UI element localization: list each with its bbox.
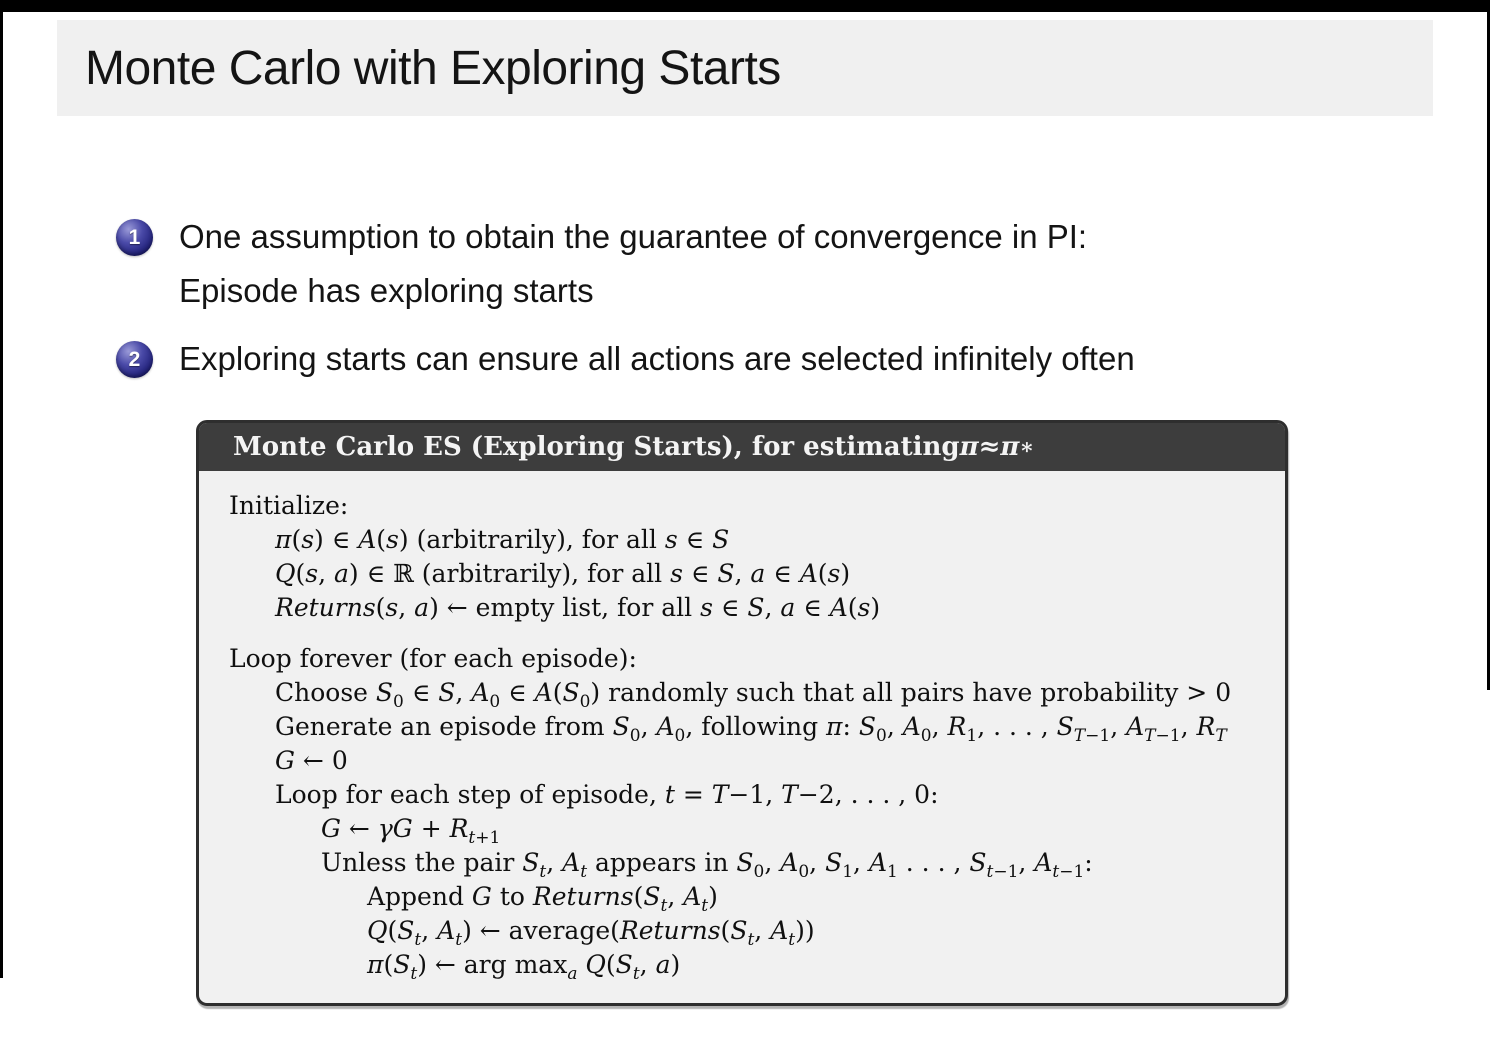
algorithm-line: Initialize:	[229, 491, 349, 520]
algorithm-line: Generate an episode from $S_0$, $A_0$, following π: $S_0$, $A_0$, $R_1$, . . . , $S_{T-1}$, $A_{T-1}$, $R_T$	[275, 712, 1227, 746]
algorithm-line: Loop forever (for each episode):	[229, 644, 637, 673]
algorithm-group	[229, 642, 1259, 982]
bullet-list	[116, 210, 1416, 400]
algorithm-line: Loop for each step of episode, t = T−1, T−2, . . . , 0:	[275, 780, 939, 809]
algorithm-line: G ← $\gamma G + R_{t+1}$	[321, 814, 501, 848]
bullet-number-badge: 2	[116, 341, 153, 378]
window-border-top	[0, 0, 1490, 12]
algorithm-line: Choose $S_0$ ∈ S, $A_0$ ∈ $A(S_0)$ randomly such that all pairs have probability > 0	[275, 678, 1232, 712]
bullet-item	[116, 332, 1416, 386]
algorithm-line: Returns(s, a) ← empty list, for all s ∈ S, a ∈ A(s)	[275, 593, 881, 622]
slide-title: Monte Carlo with Exploring Starts	[85, 41, 781, 95]
algorithm-line: Q(s, a) ∈ ℝ (arbitrarily), for all s ∈ S, a ∈ A(s)	[275, 559, 851, 588]
bullet-item	[116, 210, 1416, 318]
algorithm-group	[229, 489, 1259, 625]
algorithm-line: π(s) ∈ A(s) (arbitrarily), for all s ∈ S	[275, 525, 730, 554]
bullet-number-badge: 1	[116, 219, 153, 256]
bullet-text: Exploring starts can ensure all actions are selected infinitely often	[179, 340, 1135, 377]
algorithm-box	[196, 420, 1288, 1006]
bullet-text: One assumption to obtain the guarantee of convergence in PI: Episode has exploring starts	[179, 218, 1088, 309]
window-border-left	[0, 0, 3, 978]
algorithm-line: $\pi(S_t)$ ← arg $\max_a Q(S_t$, a)	[367, 950, 681, 984]
algorithm-line: Unless the pair $S_t$, $A_t$ appears in $S_0$, $A_0$, $S_1$, $A_1$ . . . , $S_{t-1}$, $A_{t-1}$:	[321, 848, 1093, 882]
algorithm-body	[199, 471, 1285, 982]
algorithm-title: Monte Carlo ES (Exploring Starts), for estimating π ≈ π ∗	[199, 423, 1285, 471]
slide-title-bar	[57, 20, 1433, 116]
algorithm-line: $Q(S_t$, $A_t$) ← $average(Returns(S_t$, $A_t$))	[367, 916, 815, 950]
algorithm-line: G ← 0	[275, 746, 348, 775]
algorithm-line: Append G to $Returns(S_t$, $A_t$)	[367, 882, 718, 916]
